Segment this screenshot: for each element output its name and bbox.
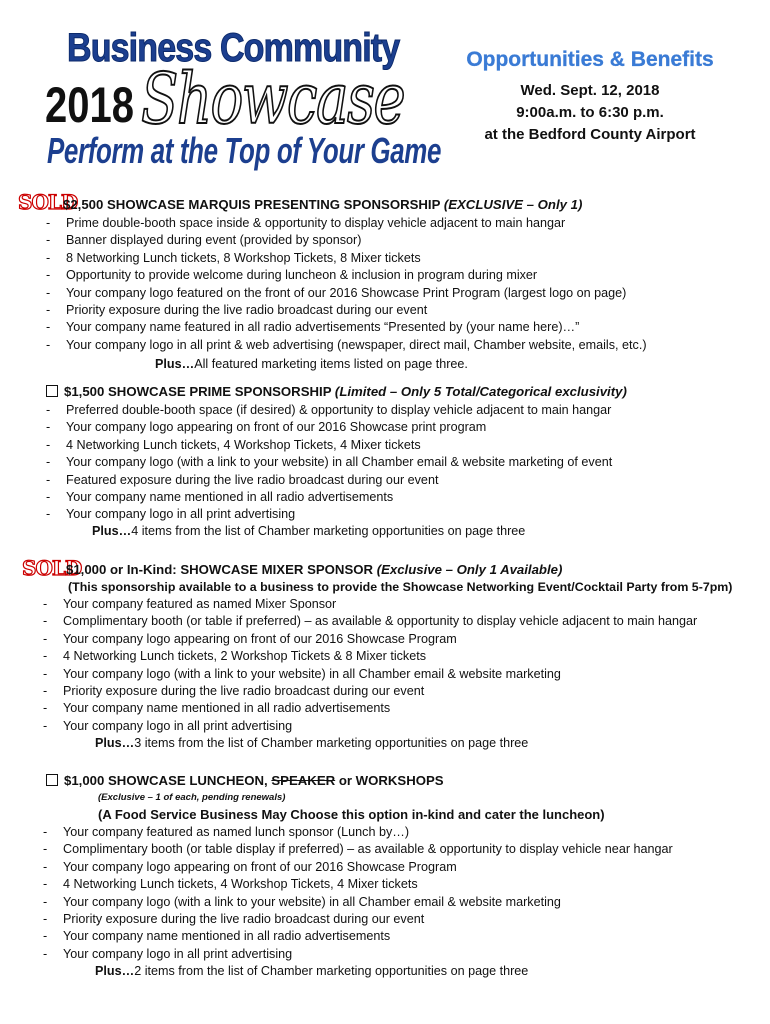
section-title-prime: $1,500 SHOWCASE PRIME SPONSORSHIP (Limited – Only 5 Total/Categorical exclusivity): [46, 384, 627, 399]
list-item: - Your company logo (with a link to your website) in all Chamber email & website marketing: [43, 894, 673, 911]
list-item: - Your company featured as named Mixer Sponsor: [43, 596, 697, 613]
list-item: - Your company name featured in all radio advertisements “Presented by (your name here)…”: [46, 319, 647, 336]
plus-note: Plus…2 items from the list of Chamber marketing opportunities on page three: [95, 964, 529, 978]
benefit-list-prime: [46, 402, 612, 524]
section-title-mixer: $1,000 or In-Kind: SHOWCASE MIXER SPONSOR (Exclusive – Only 1 Available): [66, 562, 563, 577]
benefit-list-mixer: [43, 596, 697, 735]
checkbox-icon[interactable]: [46, 774, 58, 786]
list-item: - Preferred double-booth space (if desired) & opportunity to display vehicle adjacent to main hangar: [46, 402, 612, 419]
list-item: - Opportunity to provide welcome during luncheon & inclusion in program during mixer: [46, 267, 647, 284]
list-item: - 8 Networking Lunch tickets, 8 Workshop Tickets, 8 Mixer tickets: [46, 250, 647, 267]
benefit-list-marquis: [46, 215, 647, 354]
list-item: - Your company logo in all print & web advertising (newspaper, direct mail, Chamber website, emails, etc.): [46, 337, 647, 354]
list-item: - Featured exposure during the live radio broadcast during our event: [46, 472, 612, 489]
section-small-note: (Exclusive – 1 of each, pending renewals): [98, 792, 286, 803]
section-note: (This sponsorship available to a business to provide the Showcase Networking Event/Cocktail Party from 5-7pm): [68, 580, 733, 594]
page-title: Opportunities & Benefits: [466, 48, 714, 71]
plus-note: Plus…3 items from the list of Chamber marketing opportunities on page three: [95, 736, 529, 750]
list-item: - Complimentary booth (or table display if preferred) – as available & opportunity to display vehicle near hangar: [43, 841, 673, 858]
list-item: - Your company name mentioned in all radio advertisements: [43, 928, 673, 945]
list-item: - Priority exposure during the live radio broadcast during our event: [43, 683, 697, 700]
event-date: Wed. Sept. 12, 2018: [520, 82, 660, 99]
list-item: - 4 Networking Lunch tickets, 2 Workshop Tickets & 8 Mixer tickets: [43, 648, 697, 665]
section-title-marquis: $2,500 SHOWCASE MARQUIS PRESENTING SPONSORSHIP (EXCLUSIVE – Only 1): [63, 197, 583, 212]
list-item: - Your company logo in all print advertising: [43, 946, 673, 963]
logo-script: Showcase: [141, 58, 405, 140]
event-location: at the Bedford County Airport: [484, 126, 696, 143]
list-item: - Your company name mentioned in all radio advertisements: [43, 700, 697, 717]
list-item: - Your company logo in all print advertising: [43, 718, 697, 735]
list-item: - Complimentary booth (or table if preferred) – as available & opportunity to display vehicle adjacent to main hangar: [43, 613, 697, 630]
list-item: - Your company logo appearing on front of our 2016 Showcase Program: [43, 859, 673, 876]
logo-tagline: Perform at the Top of Your Game: [47, 130, 442, 171]
list-item: - Your company logo (with a link to your website) in all Chamber email & website marketing of event: [46, 454, 612, 471]
event-header: [420, 48, 760, 146]
showcase-logo: [45, 18, 442, 178]
list-item: - 4 Networking Lunch tickets, 4 Workshop Tickets, 4 Mixer tickets: [43, 876, 673, 893]
plus-note: Plus…4 items from the list of Chamber marketing opportunities on page three: [92, 524, 526, 538]
benefit-list-luncheon: [43, 824, 673, 963]
list-item: - Priority exposure during the live radio broadcast during our event: [46, 302, 647, 319]
list-item: - Your company featured as named lunch sponsor (Lunch by…): [43, 824, 673, 841]
section-note: (A Food Service Business May Choose this option in-kind and cater the luncheon): [98, 807, 605, 822]
list-item: - Your company logo appearing on front of our 2016 Showcase Program: [43, 631, 697, 648]
logo-line1: Business Community: [67, 26, 400, 70]
list-item: - Banner displayed during event (provided by sponsor): [46, 232, 647, 249]
list-item: - Priority exposure during the live radio broadcast during our event: [43, 911, 673, 928]
list-item: - 4 Networking Lunch tickets, 4 Workshop Tickets, 4 Mixer tickets: [46, 437, 612, 454]
list-item: - Prime double-booth space inside & opportunity to display vehicle adjacent to main hangar: [46, 215, 647, 232]
plus-note: Plus…All featured marketing items listed on page three.: [155, 357, 468, 371]
sold-stamp: SOLD: [18, 190, 78, 214]
checkbox-icon[interactable]: [46, 385, 58, 397]
list-item: - Your company name mentioned in all radio advertisements: [46, 489, 612, 506]
event-time: 9:00a.m. to 6:30 p.m.: [516, 104, 664, 121]
logo-year: 2018: [45, 77, 134, 133]
sold-stamp: SOLD: [22, 556, 82, 580]
list-item: - Your company logo in all print advertising: [46, 506, 612, 523]
section-title-luncheon: $1,000 SHOWCASE LUNCHEON, SPEAKER or WORKSHOPS: [46, 773, 444, 788]
list-item: - Your company logo (with a link to your website) in all Chamber email & website marketing: [43, 666, 697, 683]
list-item: - Your company logo featured on the front of our 2016 Showcase Print Program (largest logo on page): [46, 285, 647, 302]
list-item: - Your company logo appearing on front of our 2016 Showcase print program: [46, 419, 612, 436]
